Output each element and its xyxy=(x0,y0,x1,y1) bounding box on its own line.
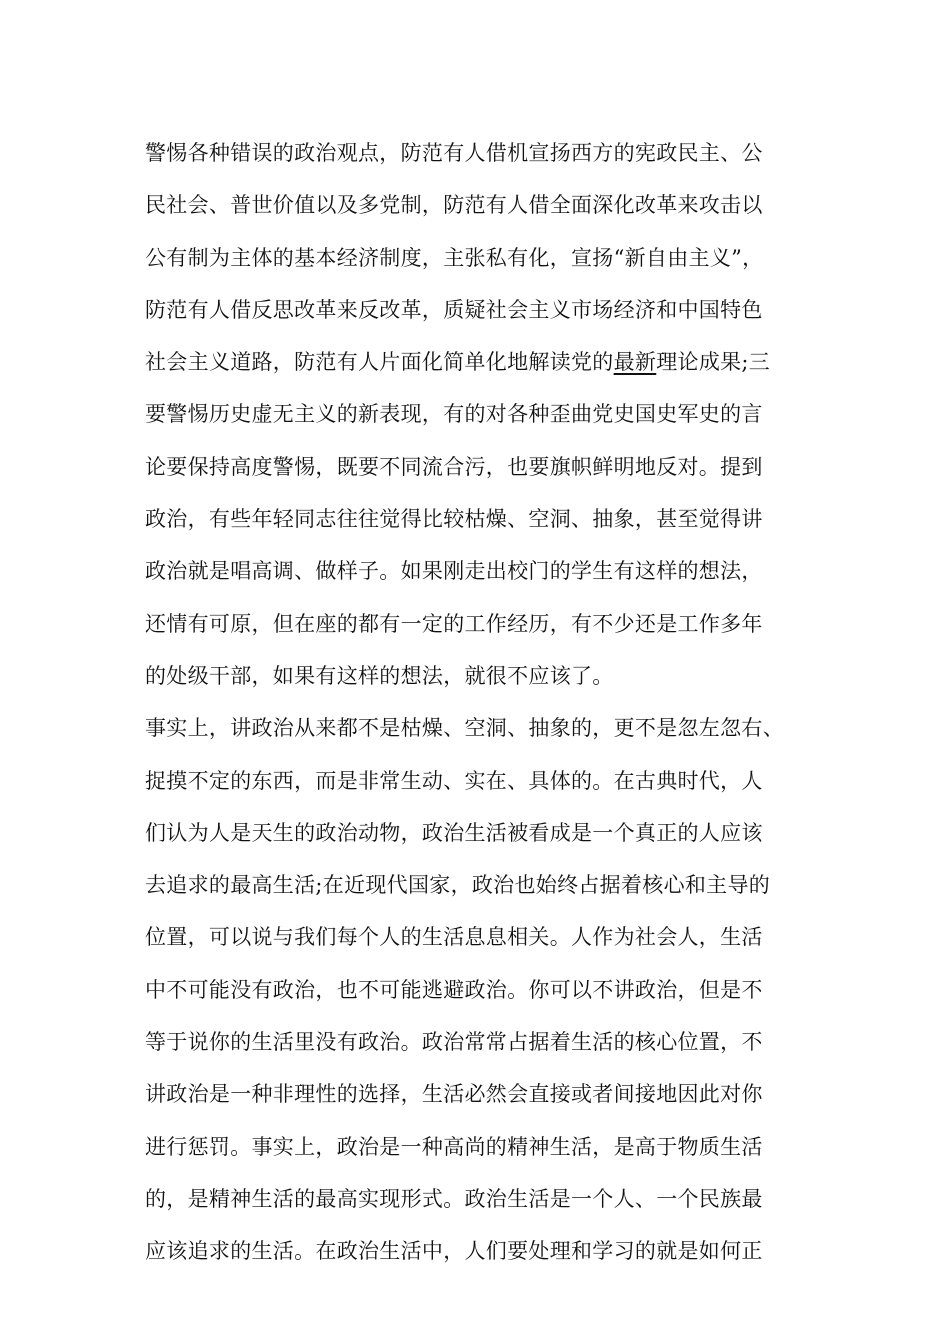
text-line: 事实上，讲政治从来都不是枯燥、空洞、抽象的，更不是忽左忽右、 xyxy=(145,716,784,741)
text-line: 民社会、普世价值以及多党制，防范有人借全面深化改革来攻击以 xyxy=(145,193,763,218)
text-line: 们认为人是天生的政治动物，政治生活被看成是一个真正的人应该 xyxy=(145,820,763,845)
text-line: 警惕各种错误的政治观点，防范有人借机宣扬西方的宪政民主、公 xyxy=(145,141,763,165)
underlined-word: 最新 xyxy=(613,350,657,375)
text-line: 进行惩罚。事实上，政治是一种高尚的精神生活，是高于物质生活 xyxy=(145,1134,763,1159)
text-line: 捉摸不定的东西，而是非常生动、实在、具体的。在古典时代，人 xyxy=(145,768,763,793)
text-segment: 社会主义道路，防范有人片面化简单化地解读党的 xyxy=(145,350,614,375)
text-line xyxy=(145,336,825,388)
text-line: 的，是精神生活的最高实现形式。政治生活是一个人、一个民族最 xyxy=(145,1186,763,1211)
body-text xyxy=(145,127,825,1278)
text-line: 应该追求的生活。在政治生活中，人们要处理和学习的就是如何正 xyxy=(145,1239,763,1264)
text-line: 去追求的最高生活;在近现代国家，政治也始终占据着核心和主导的 xyxy=(145,873,771,898)
text-line: 还情有可原，但在座的都有一定的工作经历，有不少还是工作多年 xyxy=(145,611,763,636)
text-line: 中不可能没有政治，也不可能逃避政治。你可以不讲政治，但是不 xyxy=(145,977,763,1002)
text-line: 位置，可以说与我们每个人的生活息息相关。人作为社会人，生活 xyxy=(145,925,763,950)
text-line: 的处级干部，如果有这样的想法，就很不应该了。 xyxy=(145,663,614,688)
text-line: 讲政治是一种非理性的选择，生活必然会直接或者间接地因此对你 xyxy=(145,1082,763,1107)
text-line: 政治就是唱高调、做样子。如果刚走出校门的学生有这样的想法， xyxy=(145,559,763,584)
text-line: 政治，有些年轻同志往往觉得比较枯燥、空洞、抽象，甚至觉得讲 xyxy=(145,507,763,532)
text-line: 要警惕历史虚无主义的新表现，有的对各种歪曲党史国史军史的言 xyxy=(145,402,763,427)
text-segment: 理论成果;三 xyxy=(656,350,771,375)
text-line: 论要保持高度警惕，既要不同流合污，也要旗帜鲜明地反对。提到 xyxy=(145,454,763,479)
text-line: 公有制为主体的基本经济制度，主张私有化，宣扬“新自由主义”， xyxy=(145,245,764,270)
text-line: 等于说你的生活里没有政治。政治常常占据着生活的核心位置，不 xyxy=(145,1030,763,1055)
text-line: 防范有人借反思改革来反改革，质疑社会主义市场经济和中国特色 xyxy=(145,297,763,322)
